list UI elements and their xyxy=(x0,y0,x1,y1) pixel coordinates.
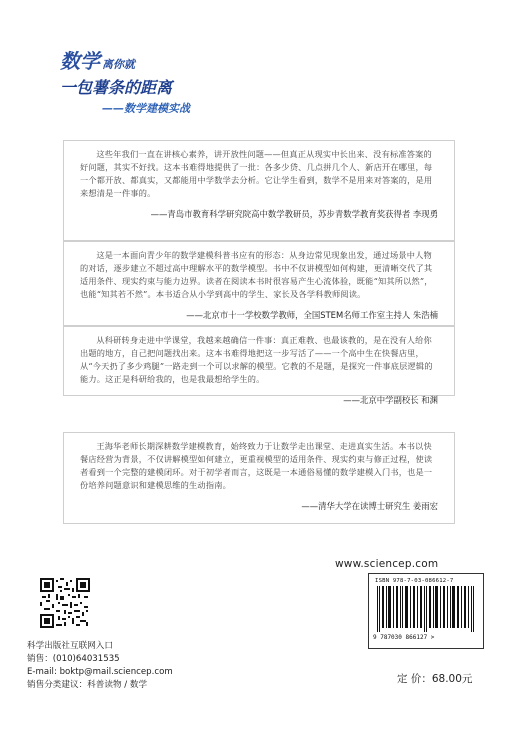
publisher-portal: 科学出版社互联网入口 xyxy=(27,641,113,651)
review-1 xyxy=(63,140,455,241)
sales-category: 销售分类建议：科普读物 / 数学 xyxy=(27,680,148,690)
publisher-info xyxy=(27,640,173,692)
review-signature: ——北京市十一学校数学教师，全国STEM名师工作室主持人 朱浩楠 xyxy=(186,310,438,320)
review-signature: ——清华大学在读博士研究生 姜雨宏 xyxy=(301,501,438,511)
title-subtitle: ——数学建模实战 xyxy=(102,102,190,115)
review-text: 这是一本面向青少年的数学建模科普书应有的形态：从身边常见现象出发，通过场景中人物的对话，逐步建立不超过高中理解水平的数学模型。书中不仅讲模型如何构建，更清晰交代了其适用条件、现实约束与能力边界。读者在阅读本书时很容易产生心流体验，既能“知其所以然”，也能“知其若不然”。本书适合从小学到高中的学生、家长及各学科教师阅读。 xyxy=(80,250,433,299)
review-3 xyxy=(63,326,455,405)
barcode-icon xyxy=(375,586,477,632)
title-main-part2: 一包薯条的距离 xyxy=(60,78,173,97)
review-4 xyxy=(63,432,455,524)
review-signature: ——北京中学副校长 和渊 xyxy=(343,395,438,405)
isbn-label: ISBN 978-7-03-086612-7 xyxy=(375,578,454,584)
title-main-suffix: 离你就 xyxy=(102,58,135,71)
qr-code-icon[interactable] xyxy=(40,578,90,628)
title-main-part1: 数学 xyxy=(60,49,100,73)
review-signature: ——青岛市教育科学研究院高中数学教研员，苏步青数学教育奖获得者 李现勇 xyxy=(150,209,438,219)
review-text: 从科研转身走进中学课堂，我越来越确信一件事：真正难教、也最该教的，是在没有人给你出题的地方，自己把问题找出来。这本书难得地把这一步写活了——一个高中生在快餐店里，从“今天扔了多少鸡腿”一路走到一个可以求解的模型。它教的不是题，是探究一件事底层逻辑的能力。这正是科研给我的，也是我最想给学生的。 xyxy=(80,335,433,384)
publisher-website[interactable]: www.sciencep.com xyxy=(335,558,439,570)
isbn-digits: 9 787030 866127 > xyxy=(373,634,435,641)
sales-phone: 销售：(010)64031535 xyxy=(27,654,120,664)
review-text: 这些年我们一直在讲核心素养，讲开放性问题——但真正从现实中长出来、没有标准答案的好问题，其实不好找。这本书难得地提供了一批：各多少贷、几点拼几个人、新店开在哪里，每一个都开放、都真实，又都能用中学数学去分析。它让学生看到，数学不是用来对答案的，是用来想清是一件事的。 xyxy=(80,149,433,198)
book-title xyxy=(60,45,240,116)
isbn-barcode xyxy=(368,573,484,649)
review-text: 王海华老师长期深耕数学建模教育，始终致力于让数学走出课堂、走进真实生活。本书以快餐店经营为背景，不仅讲解模型如何建立，更重视模型的适用条件、现实约束与修正过程，使读者看到一个完整的建模闭环。对于初学者而言，这既是一本通俗易懂的数学建模入门书，也是一份培养问题意识和建模思维的生动指南。 xyxy=(80,441,433,490)
publisher-email[interactable]: E-mail: boktp@mail.sciencep.com xyxy=(27,667,173,677)
book-price: 定 价：68.00元 xyxy=(397,673,473,685)
review-2 xyxy=(63,241,455,326)
